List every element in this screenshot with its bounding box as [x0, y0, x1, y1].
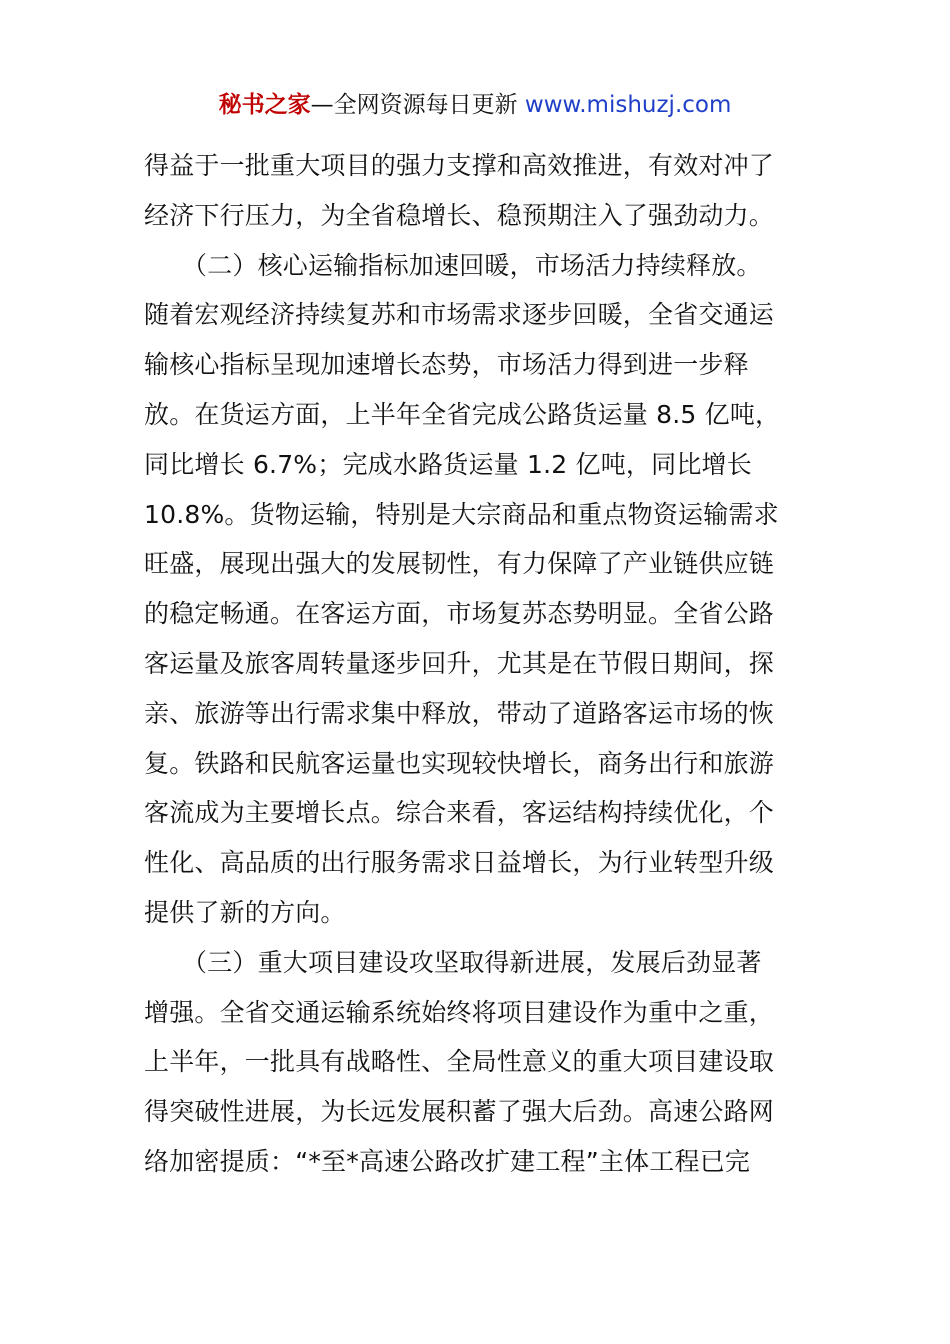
text-line: 得益于一批重大项目的强力支撑和高效推进，有效对冲了 [144, 151, 775, 180]
section-heading-3: （三）重大项目建设攻坚取得新进展，发展后劲显著 [182, 947, 762, 977]
text-line: 亲、旅游等出行需求集中释放，带动了道路客运市场的恢 [144, 698, 775, 728]
text-line: 得突破性进展，为长远发展积蓄了强大后劲。高速公路网 [144, 1097, 775, 1127]
text-line: 同比增长 6.7%；完成水路货运量 1.2 亿吨，同比增长 [144, 449, 752, 479]
text-line: 客运量及旅客周转量逐步回升，尤其是在节假日期间，探 [144, 648, 775, 678]
text-line: 放。在货运方面，上半年全省完成公路货运量 8.5 亿吨， [144, 399, 781, 429]
text-line: 上半年，一批具有战略性、全局性意义的重大项目建设取 [144, 1047, 775, 1077]
text-line: 增强。全省交通运输系统始终将项目建设作为重中之重， [144, 997, 775, 1027]
text-line: 输核心指标呈现加速增长态势，市场活力得到进一步释 [144, 350, 749, 380]
text-line: 提供了新的方向。 [144, 897, 346, 927]
text-line: 旺盛，展现出强大的发展韧性，有力保障了产业链供应链 [144, 549, 775, 579]
text-line: 性化、高品质的出行服务需求日益增长，为行业转型升级 [144, 848, 775, 878]
text-line: 经济下行压力，为全省稳增长、稳预期注入了强劲动力。 [144, 200, 775, 230]
text-line: 随着宏观经济持续复苏和市场需求逐步回暖，全省交通运 [144, 300, 775, 330]
page-header [0, 88, 950, 122]
site-url-link[interactable]: www.mishuzj.com [524, 92, 732, 118]
document-body [144, 141, 814, 1187]
text-line: 的稳定畅通。在客运方面，市场复苏态势明显。全省公路 [144, 599, 775, 629]
text-line: 络加密提质：“*至*高速公路改扩建工程”主体工程已完 [144, 1146, 751, 1176]
text-line: 10.8%。货物运输，特别是大宗商品和重点物资运输需求 [144, 499, 779, 529]
site-brand: 秘书之家 [218, 92, 311, 118]
section-heading-2: （二）核心运输指标加速回暖，市场活力持续释放。 [182, 250, 762, 280]
text-line: 客流成为主要增长点。综合来看，客运结构持续优化，个 [144, 798, 775, 828]
site-tagline: —全网资源每日更新 [310, 92, 525, 118]
text-line: 复。铁路和民航客运量也实现较快增长，商务出行和旅游 [144, 748, 775, 778]
